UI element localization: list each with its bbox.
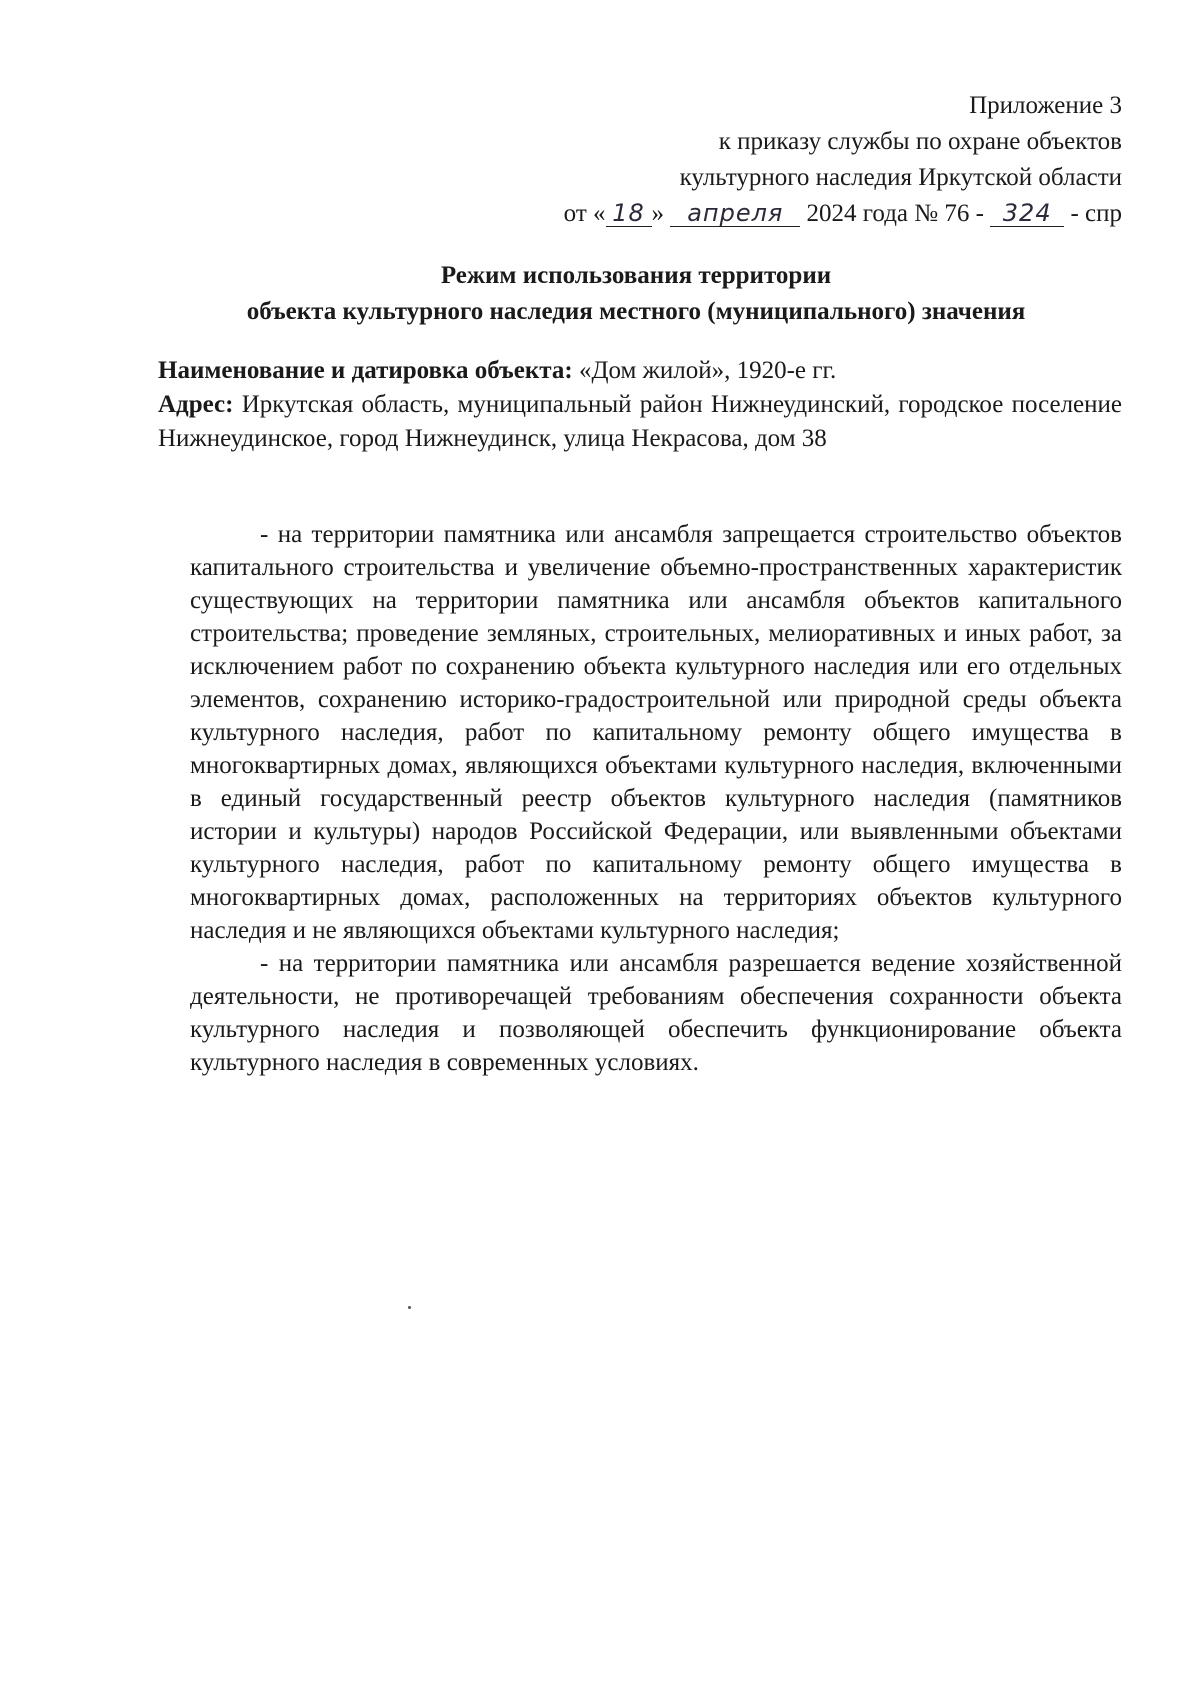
order-date-line — [564, 196, 1122, 232]
handwritten-month: апреля — [670, 200, 800, 227]
title-line-1: Режим использования территории — [440, 262, 832, 289]
regime-text — [190, 518, 1122, 1079]
address-label: Адрес: — [158, 391, 234, 418]
object-address-row — [158, 388, 1122, 456]
authority-name-line: культурного наследия Иркутской области — [679, 164, 1122, 191]
object-name-label: Наименование и датировка объекта: — [158, 357, 573, 384]
handwritten-day: 18 — [606, 200, 652, 227]
address-value: Иркутская область, муниципальный район Нижнеудинский, городское поселение Нижнеудинское, город Нижнеудинск, улица Некрасова, дом 38 — [158, 391, 1122, 452]
prohibition-paragraph: - на территории памятника или ансамбля запрещается строительство объектов капитального строительства и увеличение объемно-пространственных характеристик существующих на территории памятника или ансамбля объектов капитального строительства; проведение земляных, строительных, мелиоративных и иных работ, за исключением работ по сохранению объекта культурного наследия или его отдельных элементов, сохранению историко-градостроительной или природной среды объекта культурного наследия, работ по капитальному ремонту общего имущества в многоквартирных домах, являющихся объектами культурного наследия, включенными в единый государственный реестр объектов культурного наследия (памятников истории и культуры) народов Российской Федерации, или выявленными объектами культурного наследия, работ по капитальному ремонту общего имущества в многоквартирных домах, расположенных на территориях объектов культурного наследия и не являющихся объектами культурного наследия; — [190, 521, 1122, 944]
appendix-header — [564, 88, 1122, 232]
year-text: 2024 года № 76 - — [806, 200, 984, 227]
handwritten-order-number: 324 — [990, 200, 1064, 227]
object-name-value: «Дом жилой», 1920-е гг. — [578, 357, 837, 384]
order-suffix: - спр — [1070, 200, 1122, 227]
appendix-number: Приложение 3 — [969, 92, 1122, 119]
document-title — [150, 258, 1122, 330]
object-info — [158, 354, 1122, 456]
order-reference-line: к приказу службы по охране объектов — [718, 128, 1122, 155]
object-name-row — [158, 354, 1122, 388]
scan-speck — [408, 1306, 411, 1309]
permission-paragraph: - на территории памятника или ансамбля разрешается ведение хозяйственной деятельности, не противоречащей требованиям обеспечения сохранности объекта культурного наследия и позволяющей обеспечить функционирование объекта культурного наследия в современных условиях. — [190, 950, 1122, 1076]
date-prefix: от « — [563, 200, 606, 227]
date-mid: » — [651, 200, 665, 227]
title-line-2: объекта культурного наследия местного (муниципального) значения — [246, 298, 1026, 325]
